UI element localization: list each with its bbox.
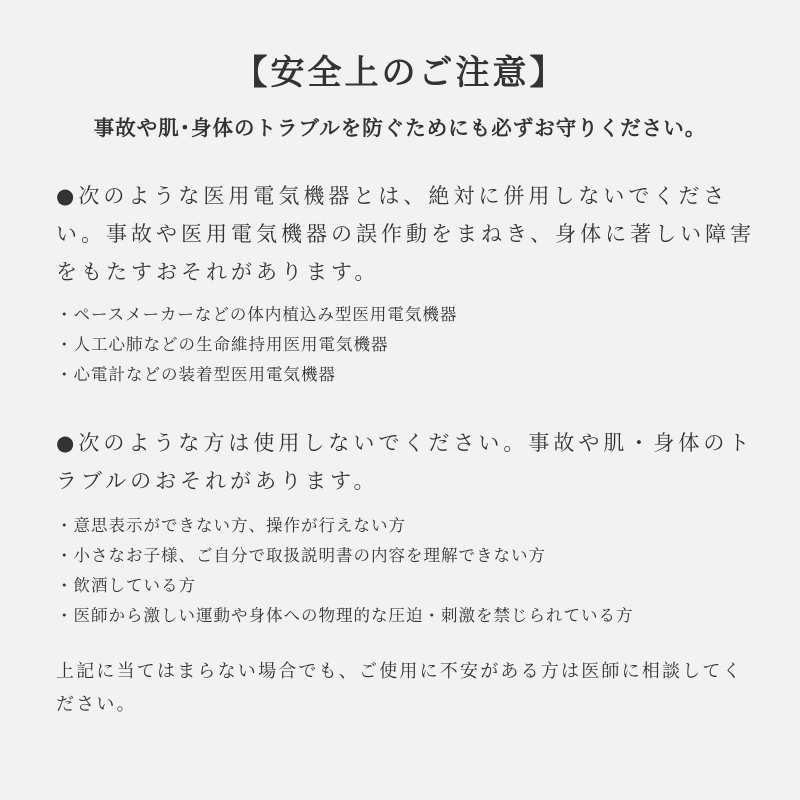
list-item: ・小さなお子様、ご自分で取扱説明書の内容を理解できない方	[56, 546, 546, 565]
list-item: ・飲酒している方	[56, 576, 196, 595]
list-item: ・医師から激しい運動や身体への物理的な圧迫・刺激を禁じられている方	[56, 606, 634, 625]
page-subtitle: 事故や肌･身体のトラブルを防ぐためにも必ずお守りください。	[93, 116, 707, 140]
list-item: ・人工心肺などの生命維持用医用電気機器	[56, 335, 389, 354]
medical-device-list	[56, 300, 766, 390]
page-title: 【安全上のご注意】	[233, 53, 567, 93]
warning-restricted-users: ●次のような方は使用しないでください。事故や肌・身体のトラブルのおそれがあります。	[56, 431, 754, 493]
footer-note: 上記に当てはまらない場合でも、ご使用に不安がある方は医師に相談してください。	[56, 661, 743, 715]
restricted-user-list	[56, 511, 766, 631]
list-item: ・心電計などの装着型医用電気機器	[56, 365, 336, 384]
list-item: ・意思表示ができない方、操作が行えない方	[56, 516, 406, 535]
warning-medical-devices: ●次のような医用電気機器とは、絶対に併用しないでください。事故や医用電気機器の誤作動をまねき、身体に著しい障害をもたすおそれがあります。	[56, 184, 756, 284]
list-item: ・ペースメーカーなどの体内植込み型医用電気機器	[56, 305, 458, 324]
